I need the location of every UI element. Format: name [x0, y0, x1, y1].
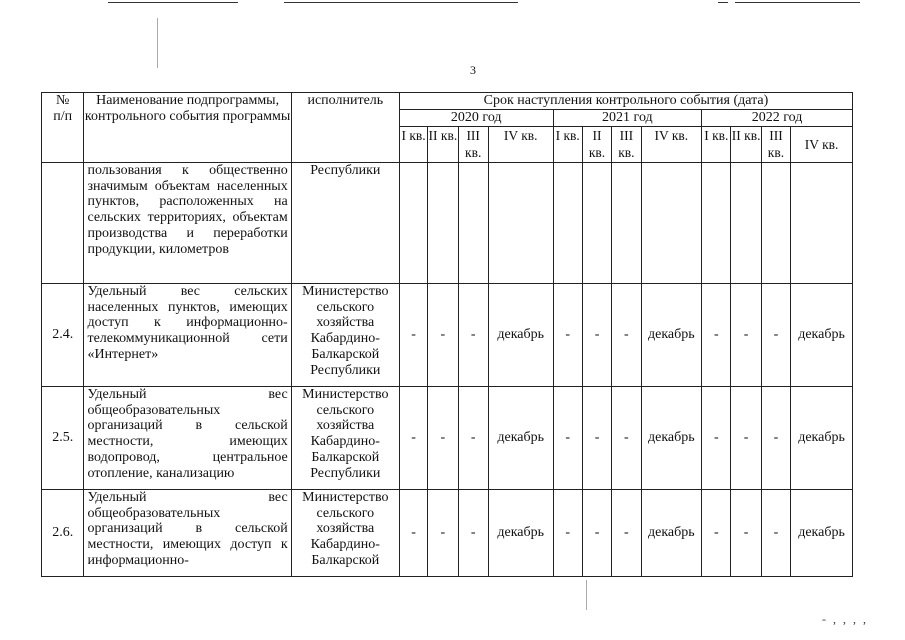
cell-2022-q3: -: [761, 489, 790, 576]
cell: [488, 162, 553, 283]
control-events-table: [41, 92, 853, 577]
cell-2021-q2: -: [582, 489, 611, 576]
row-executor: Республики: [291, 162, 399, 283]
scan-artifact-fold: [586, 580, 587, 610]
header-deadline: Срок наступления контрольного события (дата): [399, 93, 852, 110]
header-num: № п/п: [42, 93, 84, 163]
header-quarter: I кв.: [702, 126, 731, 162]
cell-2020-q3: -: [458, 283, 488, 386]
scan-corner-mark: - , , , ,: [822, 612, 868, 626]
row-name: Удельный вес общеобразовательных организаций в сельской местности, имеющих водопровод, центральное отопление, канализацию: [84, 386, 291, 489]
cell-2021-q3: -: [612, 386, 641, 489]
cell-2021-q4: декабрь: [641, 283, 702, 386]
row-executor: Министерство сельского хозяйства Кабардино-Балкарской Республики: [291, 386, 399, 489]
row-executor: Министерство сельского хозяйства Кабардино-Балкарской: [291, 489, 399, 576]
header-year-2022: 2022 год: [702, 110, 853, 127]
row-name: Удельный вес общеобразовательных организаций в сельской местности, имеющих доступ к информационно-: [84, 489, 291, 576]
cell-2022-q3: -: [761, 386, 790, 489]
cell-2022-q1: -: [702, 489, 731, 576]
cell-2022-q3: -: [761, 283, 790, 386]
scan-artifact-line: [108, 2, 238, 3]
cell-2021-q1: -: [553, 386, 582, 489]
header-quarter: II кв.: [582, 126, 611, 162]
cell-2020-q3: -: [458, 489, 488, 576]
cell: [641, 162, 702, 283]
cell: [702, 162, 731, 283]
cell-2022-q4: декабрь: [791, 386, 853, 489]
row-num: 2.5.: [42, 386, 84, 489]
cell-2020-q4: декабрь: [488, 489, 553, 576]
scan-artifact-line: [284, 2, 518, 3]
cell-2022-q4: декабрь: [791, 283, 853, 386]
cell-2022-q2: -: [731, 489, 761, 576]
cell-2022-q2: -: [731, 283, 761, 386]
cell-2020-q1: -: [399, 386, 427, 489]
header-quarter: I кв.: [553, 126, 582, 162]
header-quarter: IV кв.: [791, 126, 853, 162]
cell-2022-q1: -: [702, 386, 731, 489]
cell-2020-q1: -: [399, 489, 427, 576]
cell-2021-q3: -: [612, 489, 641, 576]
table-row: [42, 386, 853, 489]
header-quarter: IV кв.: [641, 126, 702, 162]
cell-2022-q1: -: [702, 283, 731, 386]
cell: [428, 162, 458, 283]
header-quarter: III кв.: [458, 126, 488, 162]
header-quarter: IV кв.: [488, 126, 553, 162]
row-name: Удельный вес сельских населенных пунктов, имеющих доступ к информационно-телекоммуникационной сети «Интернет»: [84, 283, 291, 386]
cell: [582, 162, 611, 283]
scan-artifact-line: [718, 2, 728, 3]
cell-2021-q3: -: [612, 283, 641, 386]
row-executor: Министерство сельского хозяйства Кабардино-Балкарской Республики: [291, 283, 399, 386]
cell-2020-q4: декабрь: [488, 386, 553, 489]
cell-2021-q4: декабрь: [641, 489, 702, 576]
cell-2020-q1: -: [399, 283, 427, 386]
cell-2022-q4: декабрь: [791, 489, 853, 576]
header-quarter: III кв.: [612, 126, 641, 162]
table-row: [42, 283, 853, 386]
row-num: 2.6.: [42, 489, 84, 576]
row-name: пользования к общественно значимым объектам населенных пунктов, расположенных на сельских территориях, объектам производства и переработки продукции, километров: [84, 162, 291, 283]
cell-2020-q3: -: [458, 386, 488, 489]
page-number: 3: [470, 63, 476, 77]
cell: [612, 162, 641, 283]
cell-2022-q2: -: [731, 386, 761, 489]
cell-2021-q1: -: [553, 489, 582, 576]
row-num: [42, 162, 84, 283]
cell: [399, 162, 427, 283]
cell: [731, 162, 761, 283]
cell-2021-q2: -: [582, 283, 611, 386]
cell-2021-q2: -: [582, 386, 611, 489]
cell-2020-q2: -: [428, 283, 458, 386]
scan-artifact-fold: [157, 18, 158, 68]
header-quarter: III кв.: [761, 126, 790, 162]
cell-2020-q2: -: [428, 489, 458, 576]
row-num: 2.4.: [42, 283, 84, 386]
header-quarter: II кв.: [428, 126, 458, 162]
cell-2020-q2: -: [428, 386, 458, 489]
header-year-2020: 2020 год: [399, 110, 553, 127]
cell: [553, 162, 582, 283]
cell: [458, 162, 488, 283]
scan-artifact-line: [735, 2, 860, 3]
header-quarter: I кв.: [399, 126, 427, 162]
header-year-2021: 2021 год: [553, 110, 702, 127]
header-executor: исполнитель: [291, 93, 399, 163]
header-name: Наименование подпрограммы, контрольного события программы: [84, 93, 291, 163]
header-quarter: II кв.: [731, 126, 761, 162]
cell-2021-q4: декабрь: [641, 386, 702, 489]
cell: [791, 162, 853, 283]
cell: [761, 162, 790, 283]
cell-2020-q4: декабрь: [488, 283, 553, 386]
cell-2021-q1: -: [553, 283, 582, 386]
table-row: [42, 489, 853, 576]
